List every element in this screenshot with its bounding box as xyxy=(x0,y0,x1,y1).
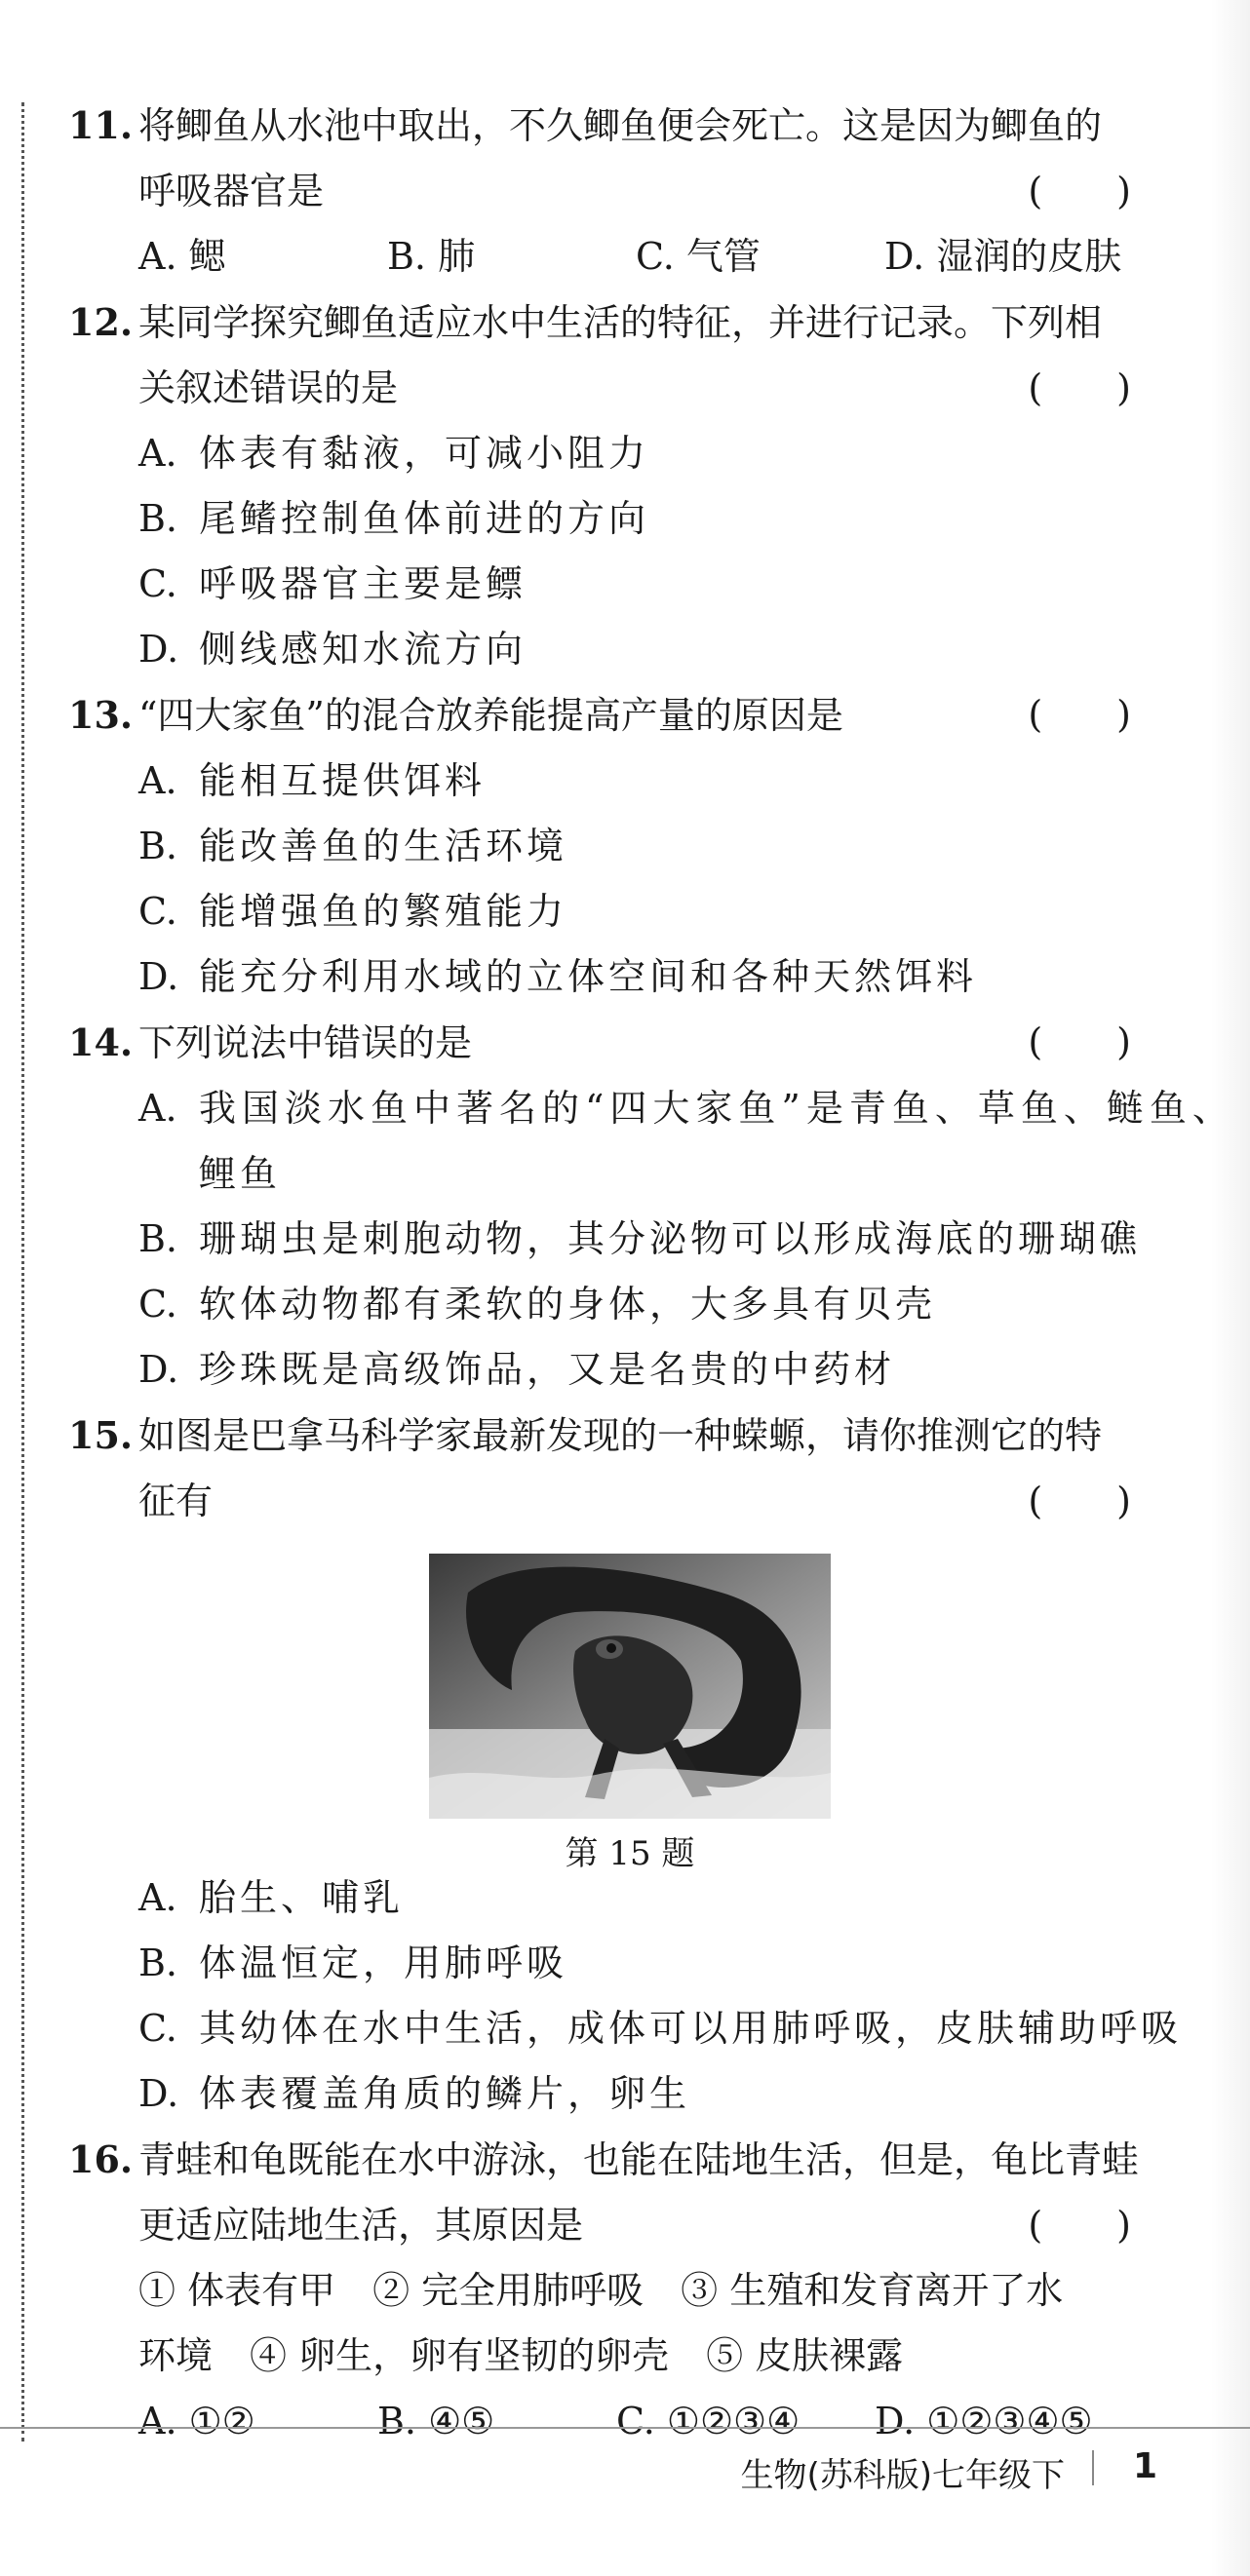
question-stem: 如图是巴拿马科学家最新发现的一种蝾螈，请你推测它的特 xyxy=(138,1414,1103,1457)
option-c[interactable]: C. 气管 xyxy=(636,235,761,278)
question-stem-cont: 征有 xyxy=(138,1480,214,1522)
binding-dotted-line xyxy=(21,102,24,2441)
question-stem: 某同学探究鲫鱼适应水中生活的特征，并进行记录。下列相 xyxy=(138,301,1103,344)
figure-15 xyxy=(68,1554,1131,1873)
question-stem-cont: 更适应陆地生活，其原因是 xyxy=(138,2204,584,2247)
question-number: 15. xyxy=(68,1413,134,1457)
answer-bracket[interactable]: ( ) xyxy=(1028,170,1131,212)
statement-list: ① 体表有甲 ② 完全用肺呼吸 ③ 生殖和发育离开了水 xyxy=(138,2269,1064,2312)
answer-bracket[interactable]: ( ) xyxy=(1028,1020,1131,1063)
page-edge-shadow xyxy=(1211,0,1250,2576)
option-d[interactable]: D. 能充分利用水域的立体空间和各种天然饵料 xyxy=(138,955,978,998)
option-d[interactable]: D. 湿润的皮肤 xyxy=(884,235,1122,278)
statement-list-cont: 环境 ④ 卵生，卵有坚韧的卵壳 ⑤ 皮肤裸露 xyxy=(138,2334,904,2377)
option-a-cont: 鲤鱼 xyxy=(199,1152,282,1195)
question-number: 16. xyxy=(68,2137,134,2181)
option-c[interactable]: C. ①②③④ xyxy=(616,2400,801,2442)
question-number: 12. xyxy=(68,300,134,344)
option-c[interactable]: C. 能增强鱼的繁殖能力 xyxy=(138,890,568,933)
answer-bracket[interactable]: ( ) xyxy=(1028,1480,1131,1522)
options-row xyxy=(68,224,1131,289)
option-d[interactable]: D. 体表覆盖角质的鳞片，卵生 xyxy=(138,2072,691,2115)
option-a[interactable]: A. 胎生、哺乳 xyxy=(138,1876,405,1919)
question-stem-cont: 关叙述错误的是 xyxy=(138,366,399,409)
question-14 xyxy=(68,1010,1235,1403)
option-b[interactable]: B. ④⑤ xyxy=(377,2400,495,2442)
option-c[interactable]: C. 软体动物都有柔软的身体，大多具有贝壳 xyxy=(138,1283,937,1326)
question-stem-cont: 呼吸器官是 xyxy=(138,170,325,212)
option-b[interactable]: B. 尾鳍控制鱼体前进的方向 xyxy=(138,497,650,540)
page-number: 1 xyxy=(1132,2446,1157,2486)
question-stem: 下列说法中错误的是 xyxy=(138,1021,473,1064)
option-a[interactable]: A. 体表有黏液，可减小阻力 xyxy=(138,432,650,475)
question-stem: 青蛙和龟既能在水中游泳，也能在陆地生活，但是，龟比青蛙 xyxy=(138,2138,1140,2181)
question-11 xyxy=(68,93,1131,289)
figure-caption: 第 15 题 xyxy=(565,1834,695,1873)
option-b[interactable]: B. 体温恒定，用肺呼吸 xyxy=(138,1942,568,1984)
book-title: 生物(苏科版)七年级下 xyxy=(740,2456,1065,2495)
answer-bracket[interactable]: ( ) xyxy=(1028,366,1131,409)
question-12 xyxy=(68,289,1131,682)
option-d[interactable]: D. 珍珠既是高级饰品，又是名贵的中药材 xyxy=(138,1348,896,1391)
question-16 xyxy=(68,2127,1140,2454)
option-c[interactable]: C. 其幼体在水中生活，成体可以用肺呼吸，皮肤辅助呼吸 xyxy=(138,2007,1183,2050)
option-a[interactable]: A. 我国淡水鱼中著名的“四大家鱼”是青鱼、草鱼、鲢鱼、 xyxy=(138,1087,1235,1130)
option-d[interactable]: D. 侧线感知水流方向 xyxy=(138,628,527,671)
option-b[interactable]: B. 肺 xyxy=(387,235,476,278)
question-stem: 将鲫鱼从水池中取出，不久鲫鱼便会死亡。这是因为鲫鱼的 xyxy=(138,104,1103,147)
answer-bracket[interactable]: ( ) xyxy=(1028,693,1131,736)
question-stem: “四大家鱼”的混合放养能提高产量的原因是 xyxy=(138,694,843,737)
option-d[interactable]: D. ①②③④⑤ xyxy=(875,2400,1093,2442)
option-a[interactable]: A. ①② xyxy=(138,2400,255,2442)
option-b[interactable]: B. 珊瑚虫是刺胞动物，其分泌物可以形成海底的珊瑚礁 xyxy=(138,1217,1142,1260)
footer-divider xyxy=(1092,2450,1094,2485)
question-number: 14. xyxy=(68,1020,134,1064)
question-number: 11. xyxy=(68,103,134,147)
option-c[interactable]: C. 呼吸器官主要是鳔 xyxy=(138,562,527,605)
option-a[interactable]: A. 鳃 xyxy=(138,235,226,278)
question-number: 13. xyxy=(68,693,134,737)
salamander-photo xyxy=(429,1554,831,1819)
page-footer xyxy=(0,2427,1250,2507)
question-15 xyxy=(68,1403,1183,2127)
question-13 xyxy=(68,682,1131,1010)
question-list xyxy=(68,93,1235,2454)
answer-bracket[interactable]: ( ) xyxy=(1028,2204,1131,2247)
option-b[interactable]: B. 能改善鱼的生活环境 xyxy=(138,825,568,867)
option-a[interactable]: A. 能相互提供饵料 xyxy=(138,759,487,802)
